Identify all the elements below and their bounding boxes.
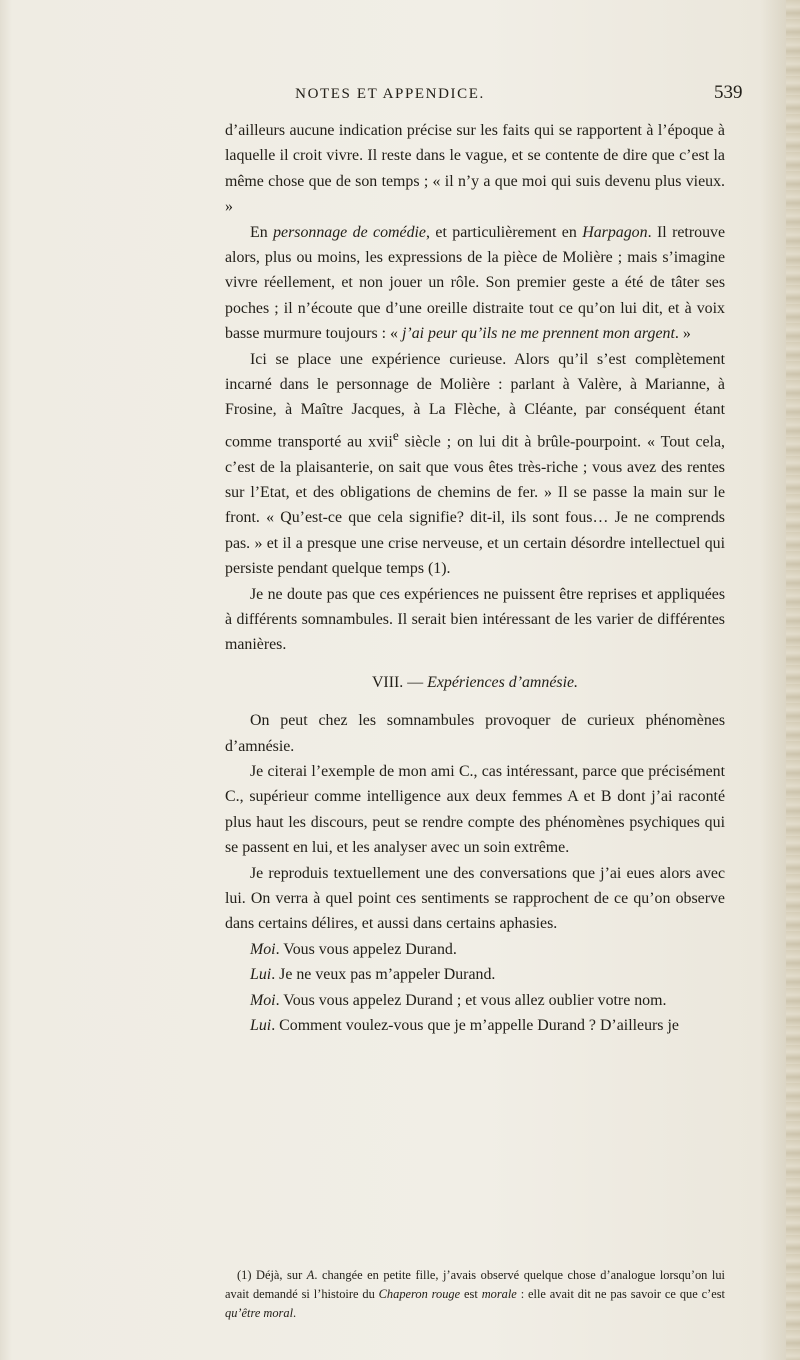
text-run: . (293, 1306, 297, 1320)
dialogue-line (225, 1013, 725, 1038)
main-text (225, 118, 725, 1039)
italic-run: qu’être moral (225, 1306, 294, 1320)
italic-run: personnage de comédie (273, 223, 426, 241)
italic-run: Harpagon (582, 223, 648, 241)
text-run: Ici se place une expérience curieuse. Alors qu’il s’est complètement incarné dans le personnage de Molière : parlant à Valère, à Marianne, à Frosine, à Maître Jacques, à La Flèche, à Cléante, par conséquent étant comme transporté au xvii (225, 350, 725, 451)
speaker: Moi (250, 991, 276, 1009)
paragraph: On peut chez les somnambules provoquer de curieux phénomènes d’amnésie. (225, 712, 725, 755)
line-text: . Je ne veux pas m’appeler Durand. (271, 966, 496, 984)
italic-run: A (306, 1268, 315, 1282)
paragraph (225, 347, 725, 582)
italic-run: morale (481, 1287, 517, 1301)
section-numeral: VIII. — (371, 673, 428, 691)
paragraph: d’ailleurs aucune indication précise sur les faits qui se rapportent à l’époque à laquelle il croit vivre. Il reste dans le vague, et se contente de dire que c’est la même chose que de son temps ; « il n’y a que moi qui suis devenu plus vieux. » (225, 122, 725, 216)
page-header (0, 78, 800, 108)
section-title-text: Expériences d’amnésie. (427, 673, 579, 691)
italic-run: Chaperon rouge (378, 1287, 461, 1301)
footnote-text (225, 1266, 725, 1323)
dialogue-line (225, 988, 725, 1013)
text-run: . » (674, 325, 691, 343)
text-run: . changée en petite fille, j’avais observé quelque chose d’analogue lorsqu’on lui avait demandé si l’histoire du (225, 1268, 725, 1301)
paragraph: Je reproduis textuellement une des conversations que j’ai eues alors avec lui. On verra à quel point ces sentiments se rapprochent de ce qu’on observe dans certains délires, et aussi dans certains aphasies. (225, 864, 725, 933)
page-edge (786, 0, 800, 1360)
line-text: . Comment voulez-vous que je m’appelle Durand ? D’ailleurs je (271, 1017, 679, 1035)
text-run: En (250, 223, 274, 241)
dialogue-line (225, 937, 725, 962)
speaker: Lui (250, 1017, 272, 1035)
superscript: e (392, 427, 399, 443)
text-run: (1) Déjà, sur (237, 1268, 307, 1282)
section-title (225, 670, 725, 695)
paragraph (225, 220, 725, 347)
dialogue-line (225, 962, 725, 987)
paragraph: Je citerai l’exemple de mon ami C., cas intéressant, parce que précisément C., supérieur comme intelligence aux deux femmes A et B dont j’ai raconté plus haut les discours, peut se rendre compte des phénomènes psychiques qui se passent en lui, et les analyser avec un soin extrême. (225, 763, 725, 857)
text-run: est (460, 1287, 482, 1301)
text-run: siècle ; on lui dit à brûle-pourpoint. « Tout cela, c’est de la plaisanterie, on sait que vous êtes très-riche ; vous avez des rentes sur l’Etat, et des obligations de chemins de fer. » Il se passe la main sur le front. « Qu’est-ce que cela signifie? dit-il, ils sont fous… Je ne comprends pas. » et il a presque une crise nerveuse, et un certain désordre intellectuel qui persiste pendant quelque temps (1). (225, 433, 725, 578)
footnote (225, 1266, 725, 1323)
paragraph: Je ne doute pas que ces expériences ne puissent être reprises et appliquées à différents somnambules. Il serait bien intéressant de les varier de différentes manières. (225, 585, 725, 654)
speaker: Lui (250, 966, 272, 984)
text-run: . Il retrouve alors, plus ou moins, les expressions de la pièce de Molière ; mais s’imagine vivre réellement, et non jouer un rôle. Son premier geste a été de tâter ses poches ; il n’écoute que d’une oreille distraite tout ce qu’on lui dit, et à voix basse murmure toujours : « (225, 223, 726, 343)
italic-run: j’ai peur qu’ils ne me prennent mon argent (401, 325, 675, 343)
line-text: . Vous vous appelez Durand ; et vous allez oublier votre nom. (275, 991, 667, 1009)
text-run: : elle avait dit ne pas savoir ce que c’est (516, 1287, 725, 1301)
line-text: . Vous vous appelez Durand. (275, 940, 457, 958)
running-title: NOTES ET APPENDICE. (295, 86, 485, 102)
page-number: 539 (714, 82, 743, 103)
text-run: , et particulièrement en (426, 223, 583, 241)
speaker: Moi (250, 940, 276, 958)
